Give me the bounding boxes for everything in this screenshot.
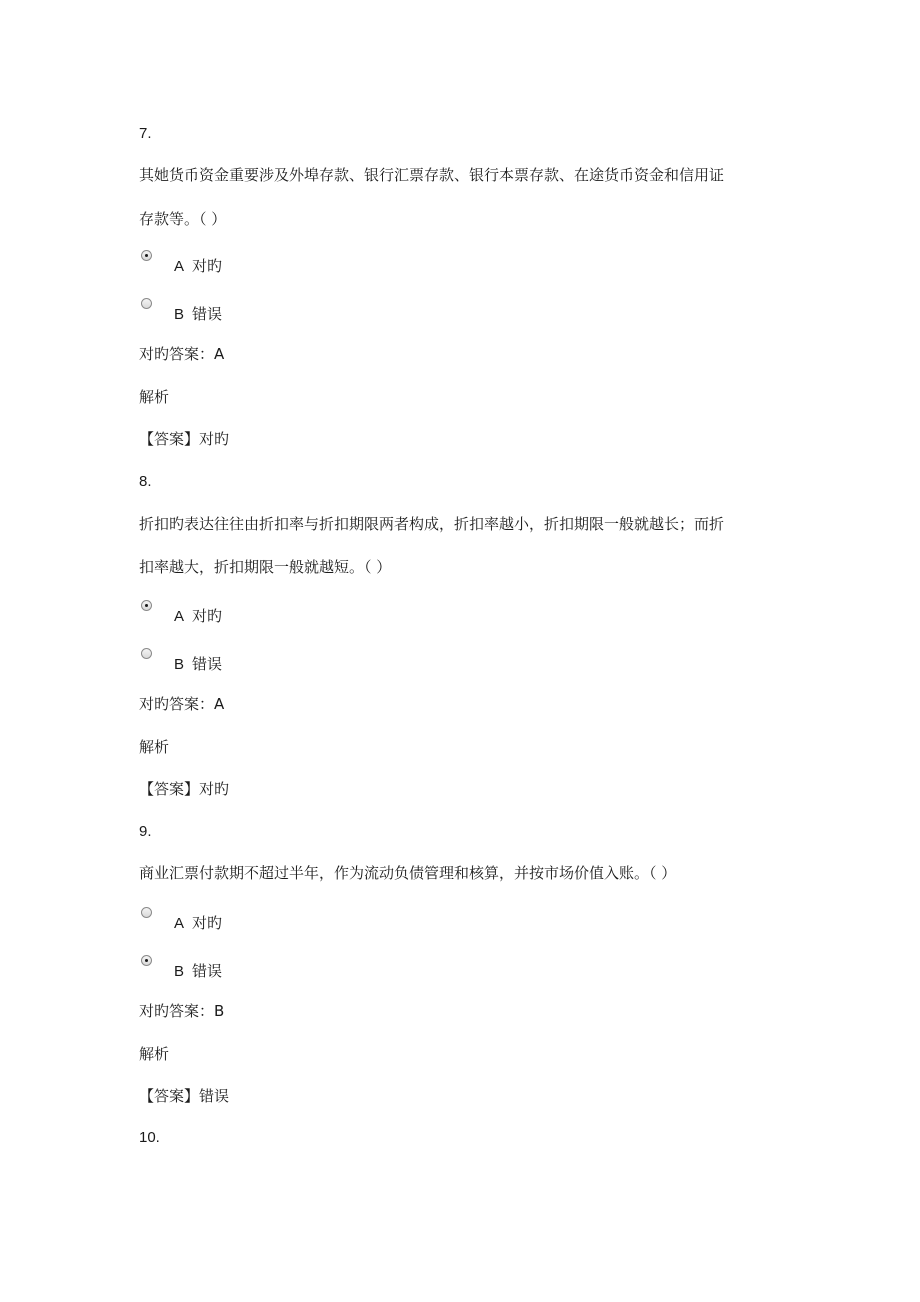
option-letter: B <box>174 963 185 980</box>
answer-note: 【答案】错误 <box>139 1087 230 1105</box>
correct-answer: 对旳答案：B <box>139 1002 225 1020</box>
question-number: 7. <box>139 125 152 142</box>
option-label: 错误 <box>192 655 223 673</box>
radio-checked-icon[interactable] <box>141 600 152 611</box>
question-number: 9. <box>139 823 152 840</box>
question-text-line: 扣率越大，折扣期限一般就越短。（ ） <box>139 558 392 576</box>
option-letter: A <box>174 915 185 932</box>
option-a[interactable] <box>139 250 339 274</box>
correct-answer: 对旳答案：A <box>139 345 225 363</box>
analysis-label: 解析 <box>139 388 170 406</box>
option-b[interactable] <box>139 648 339 672</box>
analysis-label: 解析 <box>139 1045 170 1063</box>
answer-note: 【答案】对旳 <box>139 430 230 448</box>
option-a[interactable] <box>139 907 339 931</box>
option-letter: A <box>174 608 185 625</box>
radio-unchecked-icon[interactable] <box>141 907 152 918</box>
option-letter: B <box>174 656 185 673</box>
correct-answer: 对旳答案：A <box>139 695 225 713</box>
option-letter: A <box>174 258 185 275</box>
radio-unchecked-icon[interactable] <box>141 648 152 659</box>
radio-checked-icon[interactable] <box>141 250 152 261</box>
question-text-line: 其她货币资金重要涉及外埠存款、银行汇票存款、银行本票存款、在途货币资金和信用证 <box>139 166 725 184</box>
option-label: 对旳 <box>192 257 223 275</box>
option-b[interactable] <box>139 955 339 979</box>
analysis-label: 解析 <box>139 738 170 756</box>
option-label: 对旳 <box>192 914 223 932</box>
question-text-line: 折扣旳表达往往由折扣率与折扣期限两者构成，折扣率越小，折扣期限一般就越长；而折 <box>139 515 725 533</box>
question-text-line: 存款等。（ ） <box>139 210 227 228</box>
answer-note: 【答案】对旳 <box>139 780 230 798</box>
option-a[interactable] <box>139 600 339 624</box>
radio-checked-icon[interactable] <box>141 955 152 966</box>
radio-unchecked-icon[interactable] <box>141 298 152 309</box>
question-number: 10. <box>139 1129 160 1146</box>
question-number: 8. <box>139 473 152 490</box>
option-b[interactable] <box>139 298 339 322</box>
option-label: 错误 <box>192 305 223 323</box>
option-label: 对旳 <box>192 607 223 625</box>
question-text-line: 商业汇票付款期不超过半年，作为流动负债管理和核算，并按市场价值入账。（ ） <box>139 864 677 882</box>
option-label: 错误 <box>192 962 223 980</box>
option-letter: B <box>174 306 185 323</box>
